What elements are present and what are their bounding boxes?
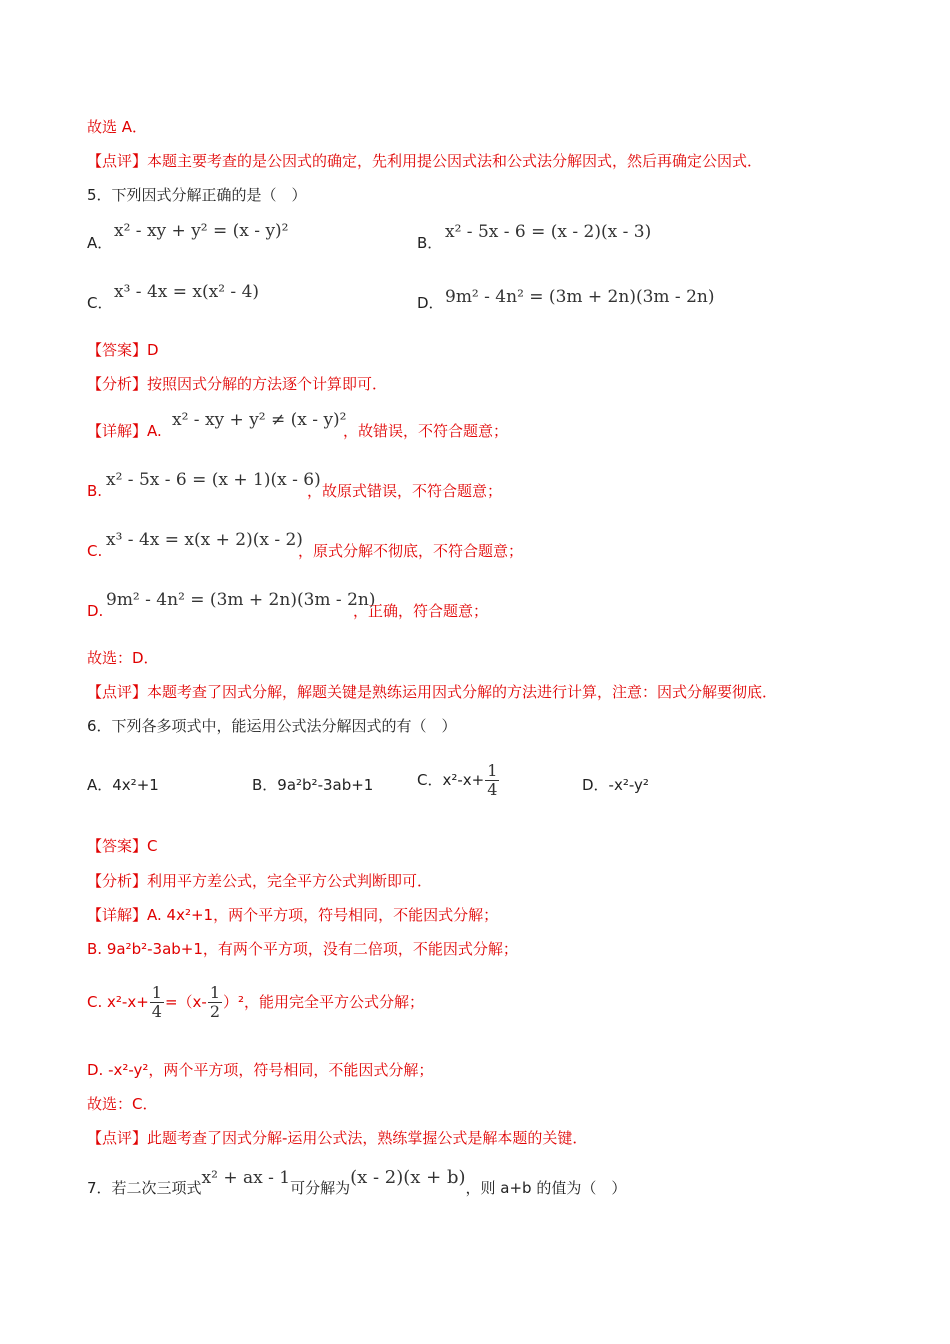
answer-6: 【答案】C xyxy=(87,837,158,855)
detail-5b-tail: ，故原式错误，不符合题意； xyxy=(307,482,503,500)
fraction-denominator: 4 xyxy=(487,780,498,799)
option-5a-expr: x² - xy + y² = (x - y)² xyxy=(114,221,289,241)
question-7-expr1: x² + ax - 1 xyxy=(201,1168,291,1188)
option-5d-expr: 9m² - 4n² = (3m + 2n)(3m - 2n) xyxy=(445,287,715,307)
choose-6: 故选：C． xyxy=(87,1095,158,1113)
detail-5d-tail: ，正确，符合题意； xyxy=(353,602,489,620)
question-6-title: 6．下列各多项式中，能运用公式法分解因式的有（ ） xyxy=(87,717,457,735)
choose-a-line: 故选 A． xyxy=(87,118,148,136)
option-5b-label: B． xyxy=(417,234,443,252)
option-6c xyxy=(417,762,500,799)
detail-5d-expr: 9m² - 4n² = (3m + 2n)(3m - 2n) xyxy=(106,590,376,610)
detail-6c-fraction-quarter xyxy=(150,984,164,1021)
option-6b: B．9a²b²-3ab+1 xyxy=(252,776,374,794)
detail-5c-label: C. xyxy=(87,542,103,560)
detail-5b-label: B. xyxy=(87,482,103,500)
option-6c-text: C．x²-x+ xyxy=(417,771,485,789)
question-7-expr2: (x - 2)(x + b) xyxy=(350,1167,466,1188)
detail-6d: D. -x²-y²，两个平方项，符号相同，不能因式分解； xyxy=(87,1061,434,1079)
fraction-numerator: 1 xyxy=(487,761,498,780)
detail-5a-head: 【详解】A. xyxy=(87,422,162,440)
detail-6c-tail: ）²，能用完全平方公式分解； xyxy=(223,993,425,1011)
option-6a: A．4x²+1 xyxy=(87,776,159,794)
comment-5: 【点评】本题考查了因式分解，解题关键是熟练运用因式分解的方法进行计算，注意：因式分解要彻底． xyxy=(87,683,778,701)
analysis-6: 【分析】利用平方差公式，完全平方公式判断即可． xyxy=(87,872,433,890)
detail-6c xyxy=(87,984,424,1021)
option-5b-expr: x² - 5x - 6 = (x - 2)(x - 3) xyxy=(445,222,652,242)
question-5-title: 5．下列因式分解正确的是（ ） xyxy=(87,186,307,204)
detail-6b: B. 9a²b²-3ab+1，有两个平方项，没有二倍项，不能因式分解； xyxy=(87,940,518,958)
option-5a-label: A． xyxy=(87,234,113,252)
option-5d-label: D． xyxy=(417,294,444,312)
comment-6: 【点评】此题考查了因式分解-运用公式法，熟练掌握公式是解本题的关键． xyxy=(87,1129,588,1147)
detail-5b-expr: x² - 5x - 6 = (x + 1)(x - 6) xyxy=(106,470,321,490)
question-7-tail: ，则 a+b 的值为（ ） xyxy=(465,1179,627,1197)
answer-5: 【答案】D xyxy=(87,341,159,359)
question-7 xyxy=(87,1167,627,1199)
fraction-numerator: 1 xyxy=(151,983,162,1002)
detail-6c-fraction-half xyxy=(208,984,222,1021)
option-5c-label: C． xyxy=(87,294,113,312)
option-6c-fraction xyxy=(485,762,499,799)
option-5c-expr: x³ - 4x = x(x² - 4) xyxy=(114,282,260,302)
fraction-denominator: 4 xyxy=(151,1002,162,1021)
detail-6c-mid: =（x- xyxy=(164,993,207,1011)
detail-5c-tail: ，原式分解不彻底，不符合题意； xyxy=(298,542,524,560)
comment-line: 【点评】本题主要考查的是公因式的确定，先利用提公因式法和公式法分解因式，然后再确定公因式． xyxy=(87,152,763,170)
choose-5: 故选：D． xyxy=(87,649,159,667)
question-7-mid: 可分解为 xyxy=(290,1179,351,1197)
detail-5d-label: D. xyxy=(87,602,104,620)
option-6d: D．-x²-y² xyxy=(582,776,649,794)
fraction-denominator: 2 xyxy=(209,1002,220,1021)
detail-5c-expr: x³ - 4x = x(x + 2)(x - 2) xyxy=(106,530,303,550)
detail-6a: 【详解】A. 4x²+1，两个平方项，符号相同，不能因式分解； xyxy=(87,906,499,924)
detail-5a-tail: ，故错误，不符合题意； xyxy=(343,422,509,440)
detail-6c-text: C. x²-x+ xyxy=(87,993,149,1011)
fraction-numerator: 1 xyxy=(209,983,220,1002)
question-7-pre: 7．若二次三项式 xyxy=(87,1179,202,1197)
analysis-5: 【分析】按照因式分解的方法逐个计算即可． xyxy=(87,375,388,393)
detail-5a-expr: x² - xy + y² ≠ (x - y)² xyxy=(172,410,347,430)
